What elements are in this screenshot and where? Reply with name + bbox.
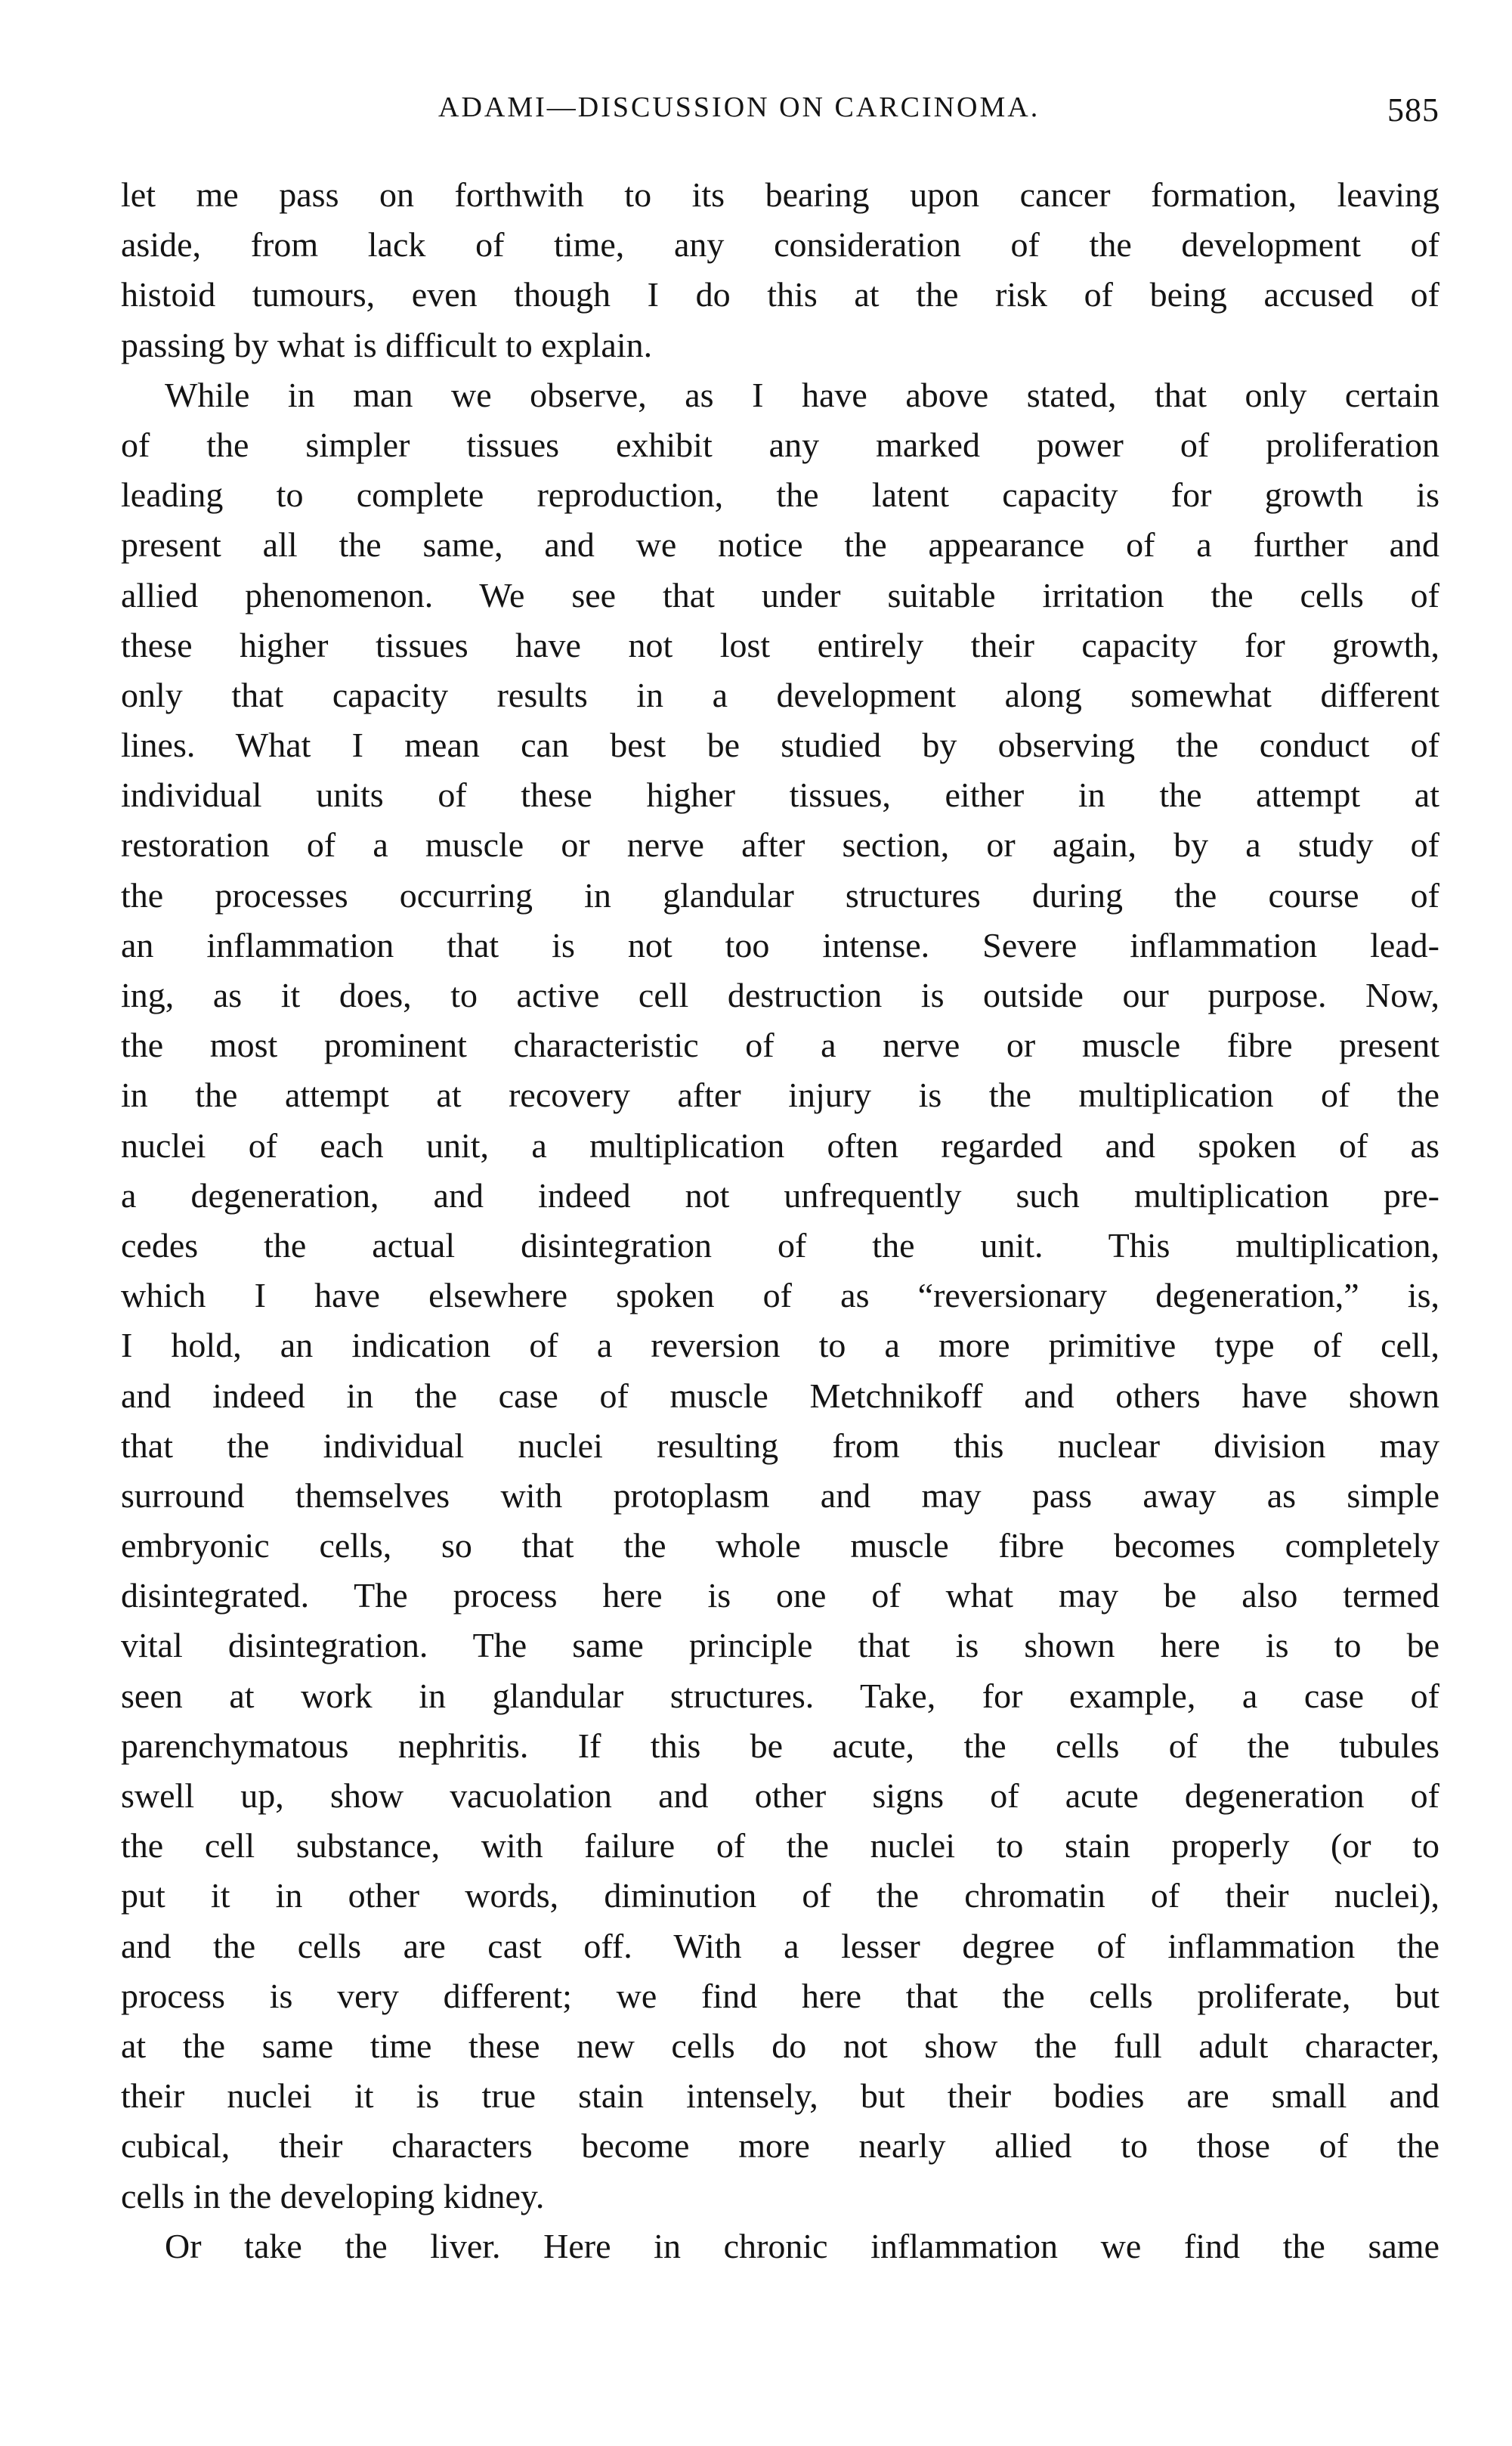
text-line: which I have elsewhere spoken of as “reversionary degeneration,” is, [121,1276,1439,1315]
text-line: the most prominent characteristic of a nerve or muscle fibre present [121,1026,1439,1065]
text-line: their nuclei it is true stain intensely, but their bodies are small and [121,2076,1439,2116]
text-line: at the same time these new cells do not show the full adult character, [121,2026,1439,2065]
text-line: and indeed in the case of muscle Metchnikoff and others have shown [121,1376,1439,1415]
text-line: nuclei of each unit, a multiplication often regarded and spoken of as [121,1125,1439,1165]
text-line: swell up, show vacuolation and other signs of acute degeneration of [121,1776,1439,1815]
text-line: ing, as it does, to active cell destruction is outside our purpose. Now, [121,976,1439,1014]
text-line: lines. What I mean can best be studied by observing the conduct of [121,726,1439,765]
text-line: put it in other words, diminution of the chromatin of their nuclei), [121,1876,1439,1915]
text-line: restoration of a muscle or nerve after section, or again, by a study of [121,825,1439,865]
text-line: Or take the liver. Here in chronic inflammation we find the same [165,2226,1439,2265]
text-line: these higher tissues have not lost entirely their capacity for growth, [121,625,1439,664]
text-line: cubical, their characters become more nearly allied to those of the [121,2126,1439,2166]
page-number: 585 [1387,91,1439,128]
text-line: I hold, an indication of a reversion to a more primitive type of cell, [121,1326,1439,1365]
text-line: vital disintegration. The same principle that is shown here is to be [121,1626,1439,1665]
text-line: only that capacity results in a development along somewhat different [121,675,1439,714]
text-line: the cell substance, with failure of the nuclei to stain properly (or to [121,1826,1439,1865]
text-line: of the simpler tissues exhibit any marked power of proliferation [121,425,1439,464]
text-line: passing by what is difficult to explain. [121,325,653,364]
text-line: an inflammation that is not too intense. Severe inflammation lead- [121,925,1439,964]
text-line: histoid tumours, even though I do this at the risk of being accused of [121,275,1439,314]
text-line: allied phenomenon. We see that under suitable irritation the cells of [121,575,1439,615]
text-line: embryonic cells, so that the whole muscle fibre becomes completely [121,1526,1439,1565]
text-line: present all the same, and we notice the appearance of a further and [121,525,1439,565]
text-line: the processes occurring in glandular structures during the course of [121,875,1439,915]
text-line: parenchymatous nephritis. If this be acute, the cells of the tubules [121,1726,1439,1765]
text-line: cedes the actual disintegration of the unit. This multiplication, [121,1225,1439,1265]
text-line: aside, from lack of time, any consideration of the development of [121,225,1439,265]
text-line: disintegrated. The process here is one of what may be also termed [121,1576,1439,1615]
text-line: cells in the developing kidney. [121,2176,545,2215]
text-line: a degeneration, and indeed not unfrequently such multiplication pre- [121,1175,1439,1215]
text-line: individual units of these higher tissues, either in the attempt at [121,776,1439,815]
text-line: While in man we observe, as I have above stated, that only certain [165,375,1439,414]
text-line: process is very different; we find here that the cells proliferate, but [121,1976,1439,2015]
running-title: ADAMI—DISCUSSION ON CARCINOMA. [438,91,1040,123]
text-line: and the cells are cast off. With a lesser degree of inflammation the [121,1926,1439,1965]
text-line: let me pass on forthwith to its bearing upon cancer formation, leaving [121,175,1439,214]
text-line: that the individual nuclei resulting from this nuclear division may [121,1426,1439,1465]
text-line: in the attempt at recovery after injury is the multiplication of the [121,1076,1439,1115]
running-head [121,91,1439,136]
text-line: leading to complete reproduction, the latent capacity for growth is [121,475,1439,515]
text-line: seen at work in glandular structures. Take, for example, a case of [121,1676,1439,1715]
body-text [121,170,1439,2271]
text-line: surround themselves with protoplasm and may pass away as simple [121,1475,1439,1515]
